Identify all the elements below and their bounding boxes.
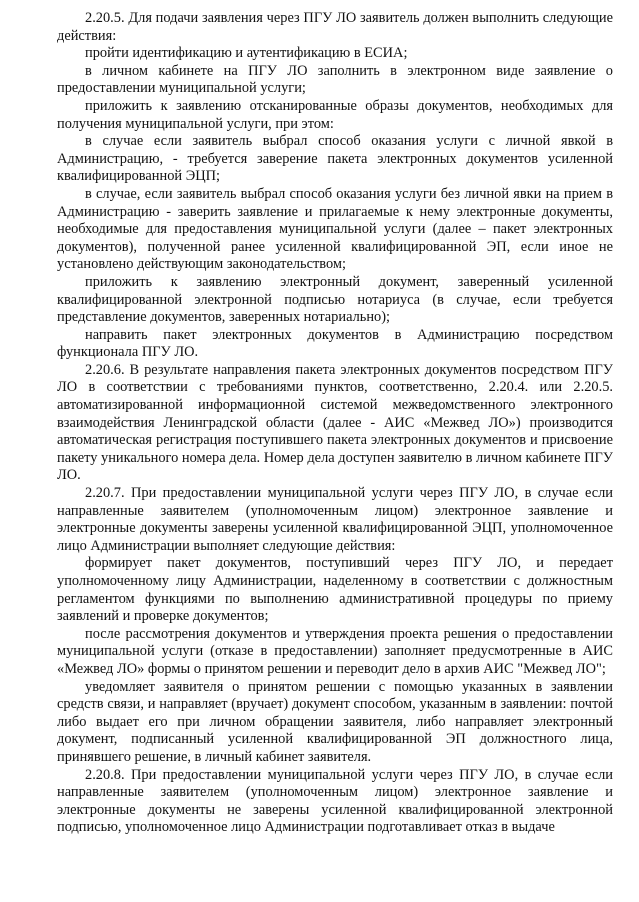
paragraph-with-personal-visit: в случае если заявитель выбрал способ оказания услуги с личной явкой в Администрацию, - требуется заверение пакета электронных документов усиленной квалифицированной ЭЦП; <box>57 133 613 185</box>
paragraph-identification: пройти идентификацию и аутентификацию в ЕСИА; <box>85 45 408 62</box>
paragraph-after-review: после рассмотрения документов и утверждения проекта решения о предоставлении муниципальной услуги (отказе в предоставлении) заполняет предусмотренные в АИС «Межвед ЛО» формы о принятом решении и переводит дело в архив АИС "Межвед ЛО"; <box>57 625 613 677</box>
paragraph-send-package: направить пакет электронных документов в Администрацию посредством функционала ПГУ ЛО. <box>57 326 613 361</box>
paragraph-notary-document: приложить к заявлению электронный документ, заверенный усиленной квалифицированной электронной подписью нотариуса (в случае, если требуется представление документов, заверенных нотариально); <box>57 273 613 326</box>
paragraph-2-20-5: 2.20.5. Для подачи заявления через ПГУ ЛО заявитель должен выполнить следующие действия: <box>57 10 613 44</box>
paragraph-notify-applicant: уведомляет заявителя о принятом решении с помощью указанных в заявлении средств связи, и направляет (вручает) документ способом, указанным в заявлении: почтой либо выдает его при личном обращении заявителя, либо направляет электронный документ, подписанный усиленной квалифицированной ЭП должностного лица, принявшего решение, в личный кабинет заявителя. <box>57 678 613 765</box>
paragraph-2-20-6: 2.20.6. В результате направления пакета электронных документов посредством ПГУ ЛО в соответствии с требованиями пунктов, соответственно, 2.20.4. или 2.20.5. автоматизированной информационной системой межведомственного электронного взаимодействия Ленинградской области (далее - АИС «Межвед ЛО») производится автоматическая регистрация поступившего пакета электронных документов и присвоение пакету уникального номера дела. Номер дела доступен заявителю в личном кабинете ПГУ ЛО. <box>57 361 613 484</box>
paragraph-forms-package: формирует пакет документов, поступивший через ПГУ ЛО, и передает уполномоченному лицу Администрации, наделенному в соответствии с должностным регламентом функциями по выполнению административной процедуры по приему заявлений и проверке документов; <box>57 555 613 625</box>
paragraph-2-20-7: 2.20.7. При предоставлении муниципальной услуги через ПГУ ЛО, в случае если направленные заявителем (уполномоченным лицом) электронное заявление и электронные документы заверены усиленной квалифицированной ЭЦП, уполномоченное лицо Администрации выполняет следующие действия: <box>57 485 613 554</box>
paragraph-2-20-8: 2.20.8. При предоставлении муниципальной услуги через ПГУ ЛО, в случае если направленные заявителем (уполномоченным лицом) электронное заявление и электронные документы не заверены усиленной квалифицированной электронной подписью, уполномоченное лицо Администрации подготавливает отказ в выдаче <box>57 766 613 836</box>
paragraph-without-personal-visit: в случае, если заявитель выбрал способ оказания услуги без личной явки на прием в Администрацию - заверить заявление и прилагаемые к нему электронные документы, необходимые для предоставления муниципальной услуги (далее – пакет электронных документов), полученной ранее усиленной квалифицированной ЭП, если иное не установлено действующим законодательством; <box>57 185 613 273</box>
paragraph-fill-application: в личном кабинете на ПГУ ЛО заполнить в электронном виде заявление о предоставлении муниципальной услуги; <box>57 62 613 97</box>
paragraph-attach-scans: приложить к заявлению отсканированные образы документов, необходимых для получения муниципальной услуги, при этом: <box>57 97 613 132</box>
